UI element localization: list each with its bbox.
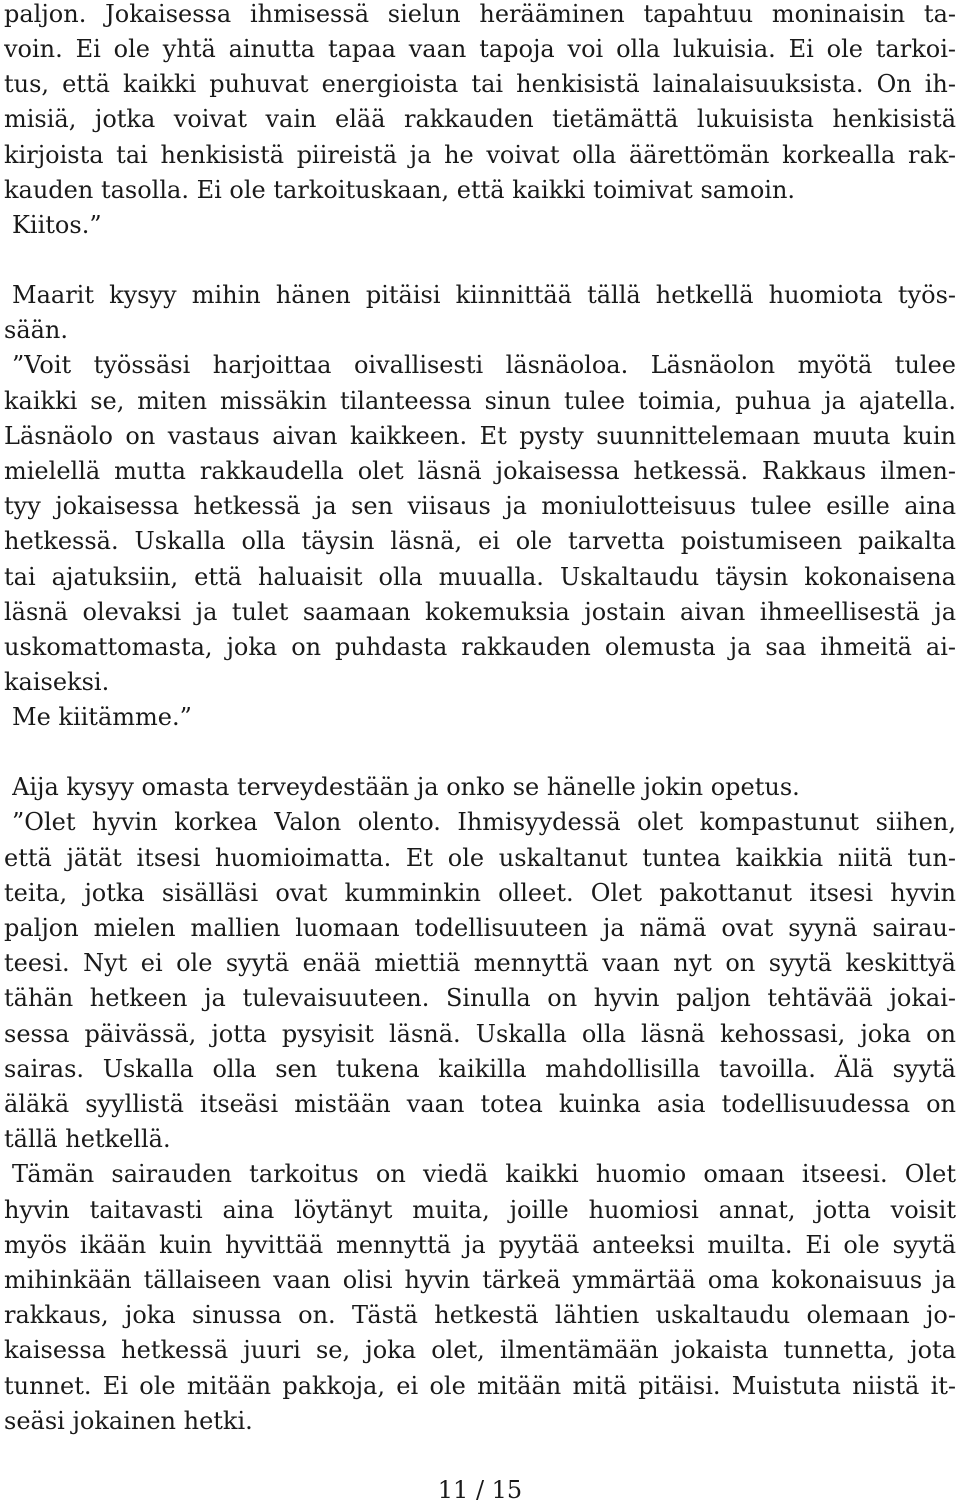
- text-line: tähän hetkeen ja tulevaisuuteen. Sinulla on hyvin paljon tehtävää jokai-: [4, 984, 956, 1012]
- text-line: kauden tasolla. Ei ole tarkoituskaan, että kaikki toimivat samoin.: [4, 176, 796, 204]
- text-line: paljon. Jokaisessa ihmisessä sielun herääminen tapahtuu moninaisin ta-: [4, 0, 956, 28]
- text-line: kaiseksi.: [4, 668, 110, 696]
- text-line: teesi. Nyt ei ole syytä enää miettiä mennyttä vaan nyt on syytä keskittyä: [4, 949, 956, 977]
- text-line: tai ajatuksiin, että haluaisit olla muualla. Uskaltaudu täysin kokonaisena: [4, 563, 956, 591]
- text-line: että jätät itsesi huomioimatta. Et ole uskaltanut tuntea kaikkia niitä tun-: [4, 844, 956, 872]
- text-line: ”Voit työssäsi harjoittaa oivallisesti läsnäoloa. Läsnäolon myötä tulee: [12, 351, 956, 379]
- text-line: Maarit kysyy mihin hänen pitäisi kiinnittää tällä hetkellä huomiota työs-: [12, 281, 956, 309]
- text-line: mielellä mutta rakkaudella olet läsnä jokaisessa hetkessä. Rakkaus ilmen-: [4, 457, 956, 485]
- text-line: kaikki se, miten missäkin tilanteessa sinun tulee toimia, puhua ja ajatella.: [4, 387, 956, 415]
- text-line: kirjoista tai henkisistä piireistä ja he voivat olla äärettömän korkealla rak-: [4, 141, 956, 169]
- text-line: misiä, jotka voivat vain elää rakkauden tietämättä lukuisista henkisistä: [4, 105, 956, 133]
- text-line: tyy jokaisessa hetkessä ja sen viisaus ja moniulotteisuus tulee esille aina: [4, 492, 956, 520]
- text-line: hetkessä. Uskalla olla täysin läsnä, ei ole tarvetta poistumiseen paikalta: [4, 527, 956, 555]
- text-line: sään.: [4, 316, 69, 344]
- text-line: uskomattomasta, joka on puhdasta rakkauden olemusta ja saa ihmeitä ai-: [4, 633, 956, 661]
- text-line: Me kiitämme.”: [12, 703, 192, 731]
- text-line: ”Olet hyvin korkea Valon olento. Ihmisyydessä olet kompastunut siihen,: [12, 808, 956, 836]
- text-line: läsnä olevaksi ja tulet saamaan kokemuksia jostain aivan ihmeellisestä ja: [4, 598, 956, 626]
- text-line: Aija kysyy omasta terveydestään ja onko se hänelle jokin opetus.: [12, 773, 800, 801]
- text-line: seäsi jokainen hetki.: [4, 1407, 253, 1435]
- text-line: äläkä syyllistä itseäsi mistään vaan totea kuinka asia todellisuudessa on: [4, 1090, 956, 1118]
- text-line: Läsnäolo on vastaus aivan kaikkeen. Et pysty suunnittelemaan muuta kuin: [4, 422, 956, 450]
- text-line: teita, jotka sisälläsi ovat kumminkin olleet. Olet pakottanut itsesi hyvin: [4, 879, 956, 907]
- text-line: voin. Ei ole yhtä ainutta tapaa vaan tapoja voi olla lukuisia. Ei ole tarkoi-: [4, 35, 956, 63]
- page-number: 11 / 15: [437, 1476, 523, 1504]
- text-line: tällä hetkellä.: [4, 1125, 171, 1153]
- text-line: tus, että kaikki puhuvat energioista tai henkisistä lainalaisuuksista. On ih-: [4, 70, 956, 98]
- text-line: sairas. Uskalla olla sen tukena kaikilla mahdollisilla tavoilla. Älä syytä: [4, 1055, 956, 1083]
- text-line: sessa päivässä, jotta pysyisit läsnä. Uskalla olla läsnä kehossasi, joka on: [4, 1020, 956, 1048]
- text-line: mihinkään tällaiseen vaan olisi hyvin tärkeä ymmärtää oma kokonaisuus ja: [4, 1266, 956, 1294]
- text-line: kaisessa hetkessä juuri se, joka olet, ilmentämään jokaista tunnetta, jota: [4, 1336, 956, 1364]
- text-line: myös ikään kuin hyvittää mennyttä ja pyytää anteeksi muilta. Ei ole syytä: [4, 1231, 956, 1259]
- text-line: Tämän sairauden tarkoitus on viedä kaikki huomio omaan itseesi. Olet: [12, 1160, 956, 1188]
- text-line: tunnet. Ei ole mitään pakkoja, ei ole mitään mitä pitäisi. Muistuta niistä it-: [4, 1372, 956, 1400]
- text-line: hyvin taitavasti aina löytänyt muita, joille huomiosi annat, jotta voisit: [4, 1196, 956, 1224]
- text-line: rakkaus, joka sinussa on. Tästä hetkestä lähtien uskaltaudu olemaan jo-: [4, 1301, 956, 1329]
- text-line: Kiitos.”: [12, 211, 102, 239]
- text-line: paljon mielen mallien luomaan todellisuuteen ja nämä ovat syynä sairau-: [4, 914, 956, 942]
